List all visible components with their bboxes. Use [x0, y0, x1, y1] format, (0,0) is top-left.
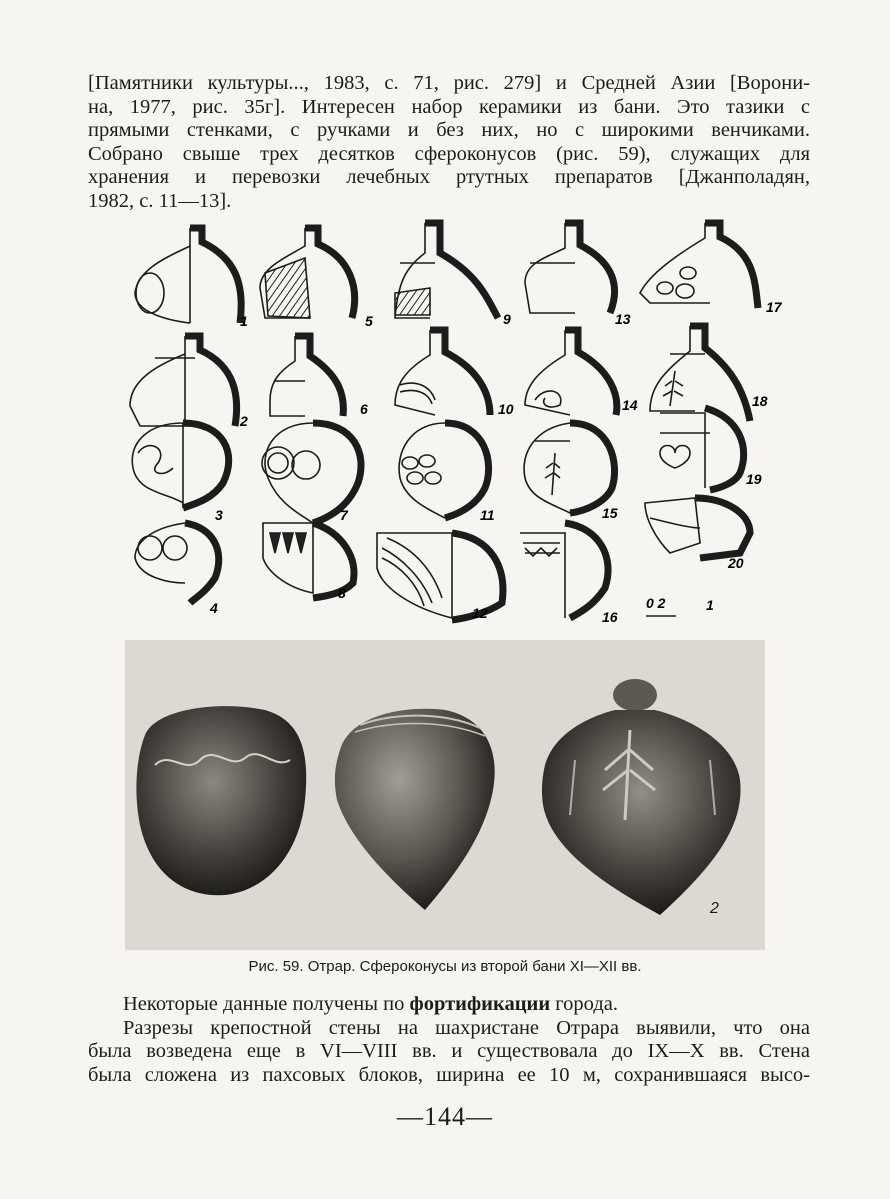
vessel-drawings-figure: [110, 218, 800, 638]
text-line: Собрано свыше трех десятков сфероконусов (рис. 59), служащих для: [88, 142, 810, 165]
figure-label-6: 6: [360, 401, 368, 417]
text-line: на, 1977, рис. 35г]. Интересен набор керамики из бани. Это тазики с: [88, 95, 810, 118]
vessel-drawing-5: [260, 228, 355, 318]
text-line: была сложена из пахсовых блоков, ширина ее 10 м, сохранившаяся высо-: [88, 1063, 810, 1086]
spheroconus-photograph: [125, 640, 765, 950]
vessel-drawing-3: [132, 423, 228, 508]
figure-label-1: 1: [240, 313, 248, 329]
figure-label-9: 9: [503, 311, 511, 327]
text-line: [Памятники культуры..., 1983, с. 71, рис. 279] и Средней Азии [Ворони-: [88, 72, 810, 94]
vessel-drawing-4: [135, 523, 219, 603]
vessel-drawing-11: [399, 423, 489, 518]
figure-label-14: 14: [622, 397, 638, 413]
vessel-drawing-15: [524, 423, 614, 513]
figure-label-7: 7: [340, 507, 348, 523]
photo-label-2: 2: [710, 900, 719, 917]
figure-label-12: 12: [472, 605, 488, 621]
figure-label-16: 16: [602, 609, 618, 625]
text-line: была возведена еще в VI—VIII вв. и существовала до IX—X вв. Стена: [88, 1040, 810, 1062]
vessel-drawing-13: [525, 223, 615, 313]
figure-label-11: 11: [480, 507, 495, 523]
figure-label-3: 3: [215, 507, 223, 523]
scale-bar-label: 0 2: [646, 595, 666, 611]
figure-label-19: 19: [746, 471, 762, 487]
figure-label-17: 17: [766, 299, 782, 315]
text-line: [88, 993, 810, 1017]
vessel-drawing-18: [650, 326, 750, 421]
bold-term: фортификации: [409, 993, 551, 1015]
figure-caption: Рис. 59. Отрар. Сфероконусы из второй бани XI—XII вв.: [248, 958, 642, 975]
vessel-drawing-1: [135, 228, 241, 323]
text-span: Некоторые данные получены по: [123, 993, 410, 1015]
text-line: хранения и перевозки лечебных ртутных препаратов [Джанполадян,: [88, 166, 810, 188]
vessel-drawing-14: [525, 330, 617, 415]
text-line: прямыми стенками, с ручками и без них, но с широкими венчиками.: [88, 119, 810, 141]
paragraph-top: [88, 72, 810, 213]
vessel-drawing-6: [270, 336, 343, 416]
figure-label-13: 13: [615, 311, 631, 327]
paragraph-bottom: [88, 993, 810, 1087]
vessel-drawing-16: [520, 523, 608, 618]
vessel-drawing-2: [130, 336, 237, 426]
vessel-drawing-17: [640, 223, 758, 308]
page-number: —144—: [397, 1102, 493, 1131]
figure-label-10: 10: [498, 401, 514, 417]
scale-bar-index: 1: [706, 597, 714, 613]
vessel-drawing-19: [660, 408, 744, 490]
figure-label-15: 15: [602, 505, 618, 521]
text-line: Разрезы крепостной стены на шахристане Отрара выявили, что она: [123, 1016, 810, 1039]
figure-label-2: 2: [240, 413, 248, 429]
vessel-drawing-20: [645, 498, 750, 558]
text-line: 1982, с. 11—13].: [88, 189, 232, 212]
figure-label-20: 20: [728, 555, 744, 571]
figure-label-18: 18: [752, 393, 768, 409]
figure-label-5: 5: [365, 313, 373, 329]
text-span: города.: [550, 993, 618, 1015]
figure-label-8: 8: [338, 585, 346, 601]
vessel-drawing-9: [395, 223, 498, 318]
vessel-drawing-10: [395, 330, 490, 415]
figure-label-4: 4: [210, 600, 218, 616]
